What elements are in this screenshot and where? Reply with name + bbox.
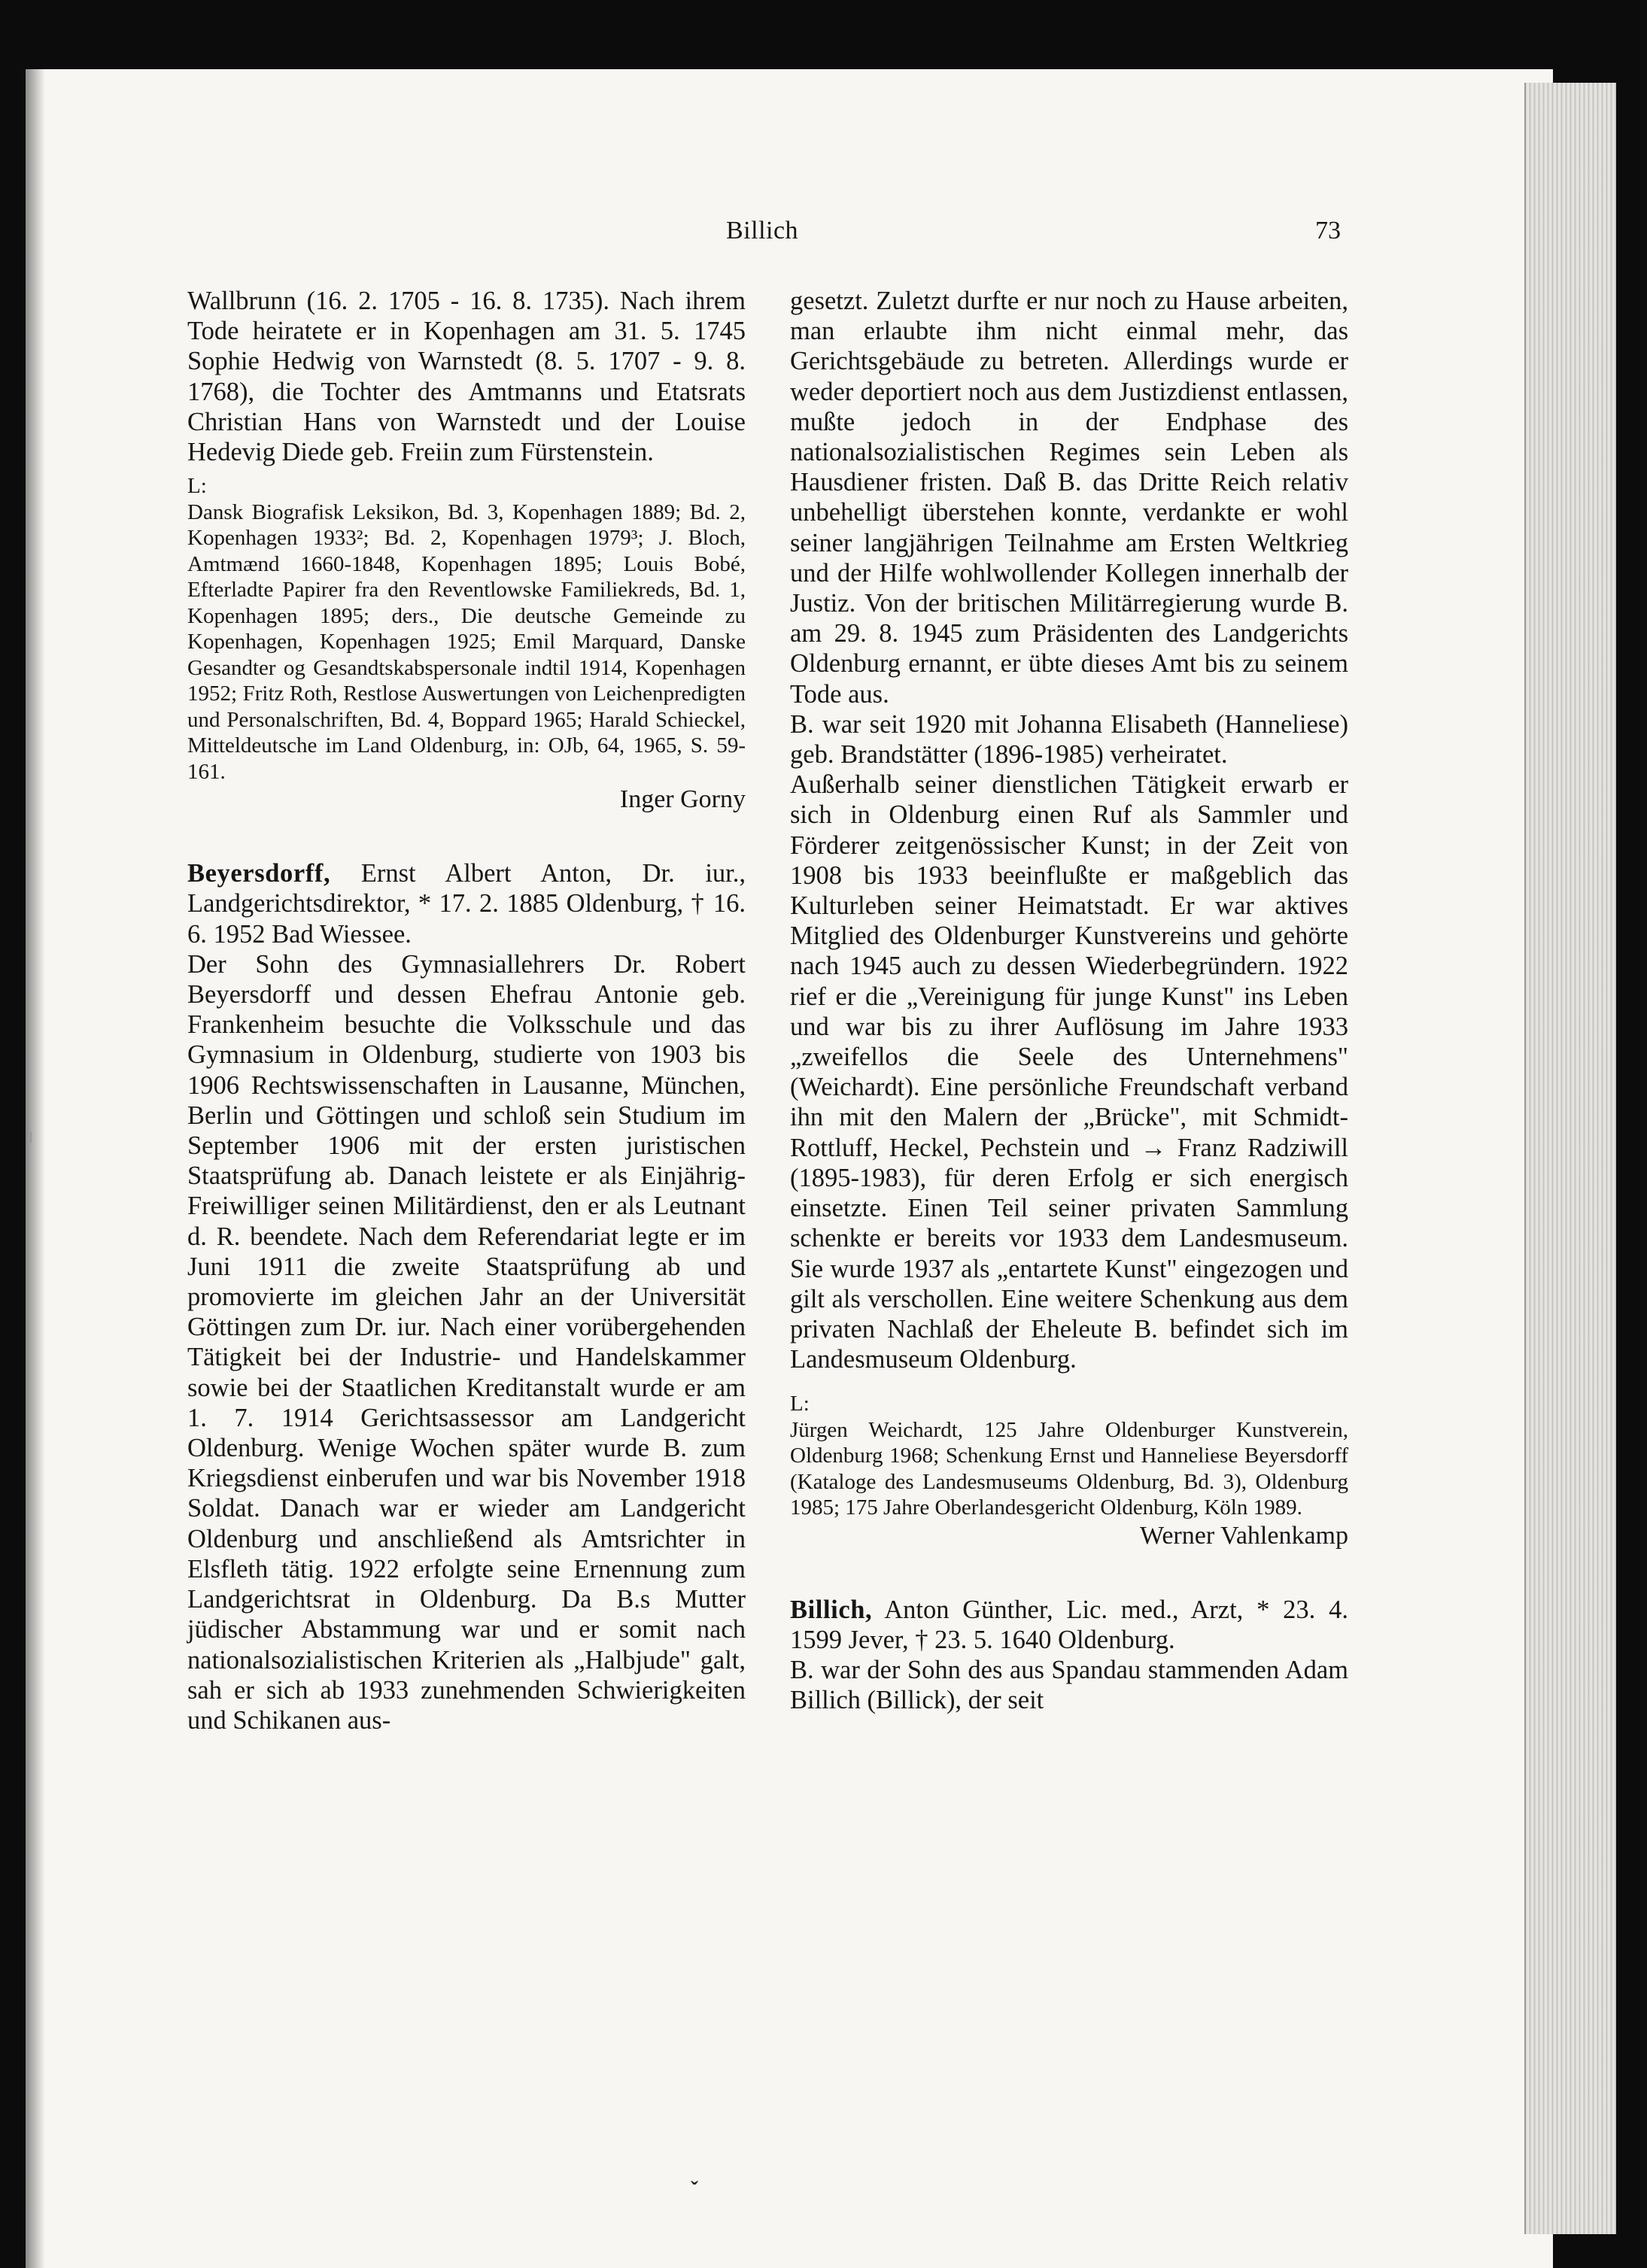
body-paragraph: B. war seit 1920 mit Johanna Elisabeth (Hanneliese) geb. Brandstätter (1896-1985) verheiratet. bbox=[790, 709, 1348, 770]
entry-heading bbox=[187, 858, 746, 949]
entry-heading bbox=[790, 1595, 1348, 1655]
literature-text: Dansk Biografisk Leksikon, Bd. 3, Kopenhagen 1889; Bd. 2, Kopenhagen 1933²; Bd. 2, Kopenhagen 1979³; J. Bloch, Amtmænd 1660-1848, Kopenhagen 1895; Louis Bobé, Efterladte Papirer fra den Reventlowske Familiekreds, Bd. 1, Kopenhagen 1895; ders., Die deutsche Gemeinde zu Kopenhagen, Kopenhagen 1925; Emil Marquard, Danske Gesandter og Gesandtskabspersonale indtil 1914, Kopenhagen 1952; Fritz Roth, Restlose Auswertungen von Leichenpredigten und Personalschriften, Bd. 4, Boppard 1965; Harald Schieckel, Mitteldeutsche im Land Oldenburg, in: OJb, 64, 1965, S. 59-161. bbox=[187, 499, 746, 784]
body-paragraph: Außerhalb seiner dienstlichen Tätigkeit erwarb er sich in Oldenburg einen Ruf als Sammler und Förderer zeitgenössischer Kunst; in der Zeit von 1908 bis 1933 beeinflußte er maßgeblich das Kulturleben seiner Heimatstadt. Er war aktives Mitglied des Oldenburger Kunstvereins und gehörte nach 1945 auch zu dessen Wiederbegründern. 1922 rief er die „Vereinigung für junge Kunst" ins Leben und war bis zu ihrer Auflösung im Jahre 1933 „zweifellos die Seele des Unternehmens" (Weichardt). Eine persönliche Freundschaft verband ihn mit den Malern der „Brücke", mit Schmidt-Rottluff, Heckel, Pechstein und → Franz Radziwill (1895-1983), für deren Erfolg er sich energisch einsetzte. Einen Teil seiner privaten Sammlung schenkte er bereits vor 1933 dem Landesmuseum. Sie wurde 1937 als „entartete Kunst" eingezogen und gilt als verschollen. Eine weitere Schenkung aus dem privaten Nachlaß der Eheleute B. befindet sich im Landesmuseum Oldenburg. bbox=[790, 770, 1348, 1374]
literature-text: Jürgen Weichardt, 125 Jahre Oldenburger Kunstverein, Oldenburg 1968; Schenkung Ernst und Hanneliese Beyersdorff (Kataloge des Landesmuseums Oldenburg, Bd. 3), Oldenburg 1985; 175 Jahre Oberlandesgericht Oldenburg, Köln 1989. bbox=[790, 1417, 1348, 1520]
book-gutter bbox=[26, 69, 45, 2268]
body-paragraph: gesetzt. Zuletzt durfte er nur noch zu Hause arbeiten, man erlaubte ihm nicht einmal mehr, das Gerichtsgebäude zu betreten. Allerdings wurde er weder deportiert noch aus dem Justizdienst entlassen, mußte jedoch in der Endphase des nationalsozialistischen Regimes sein Leben als Hausdiener fristen. Daß B. das Dritte Reich relativ unbehelligt überstehen konnte, verdankte er wohl seiner langjährigen Teilnahme am Ersten Weltkrieg und der Hilfe wohlwollender Kollegen innerhalb der Justiz. Von der britischen Militärregierung wurde B. am 29. 8. 1945 zum Präsidenten des Landgerichts Oldenburg ernannt, er übte dieses Amt bis zu seinem Tode aus. bbox=[790, 287, 1348, 709]
entry-body: Der Sohn des Gymnasiallehrers Dr. Robert Beyersdorff und dessen Ehefrau Antonie geb. Frankenheim besuchte die Volksschule und das Gymnasium in Oldenburg, studierte von 1903 bis 1906 Rechtswissenschaften in Lausanne, München, Berlin und Göttingen und schloß sein Studium im September 1906 mit der ersten juristischen Staatsprüfung ab. Danach leistete er als Einjährig-Freiwilliger seinen Militärdienst, den er als Leutnant d. R. beendete. Nach dem Referendariat legte er im Juni 1911 die zweite Staatsprüfung ab und promovierte im gleichen Jahr an der Universität Göttingen zum Dr. iur. Nach einer vorübergehenden Tätigkeit bei der Industrie- und Handelskammer sowie bei der Staatlichen Kreditanstalt wurde er am 1. 7. 1914 Gerichtsassessor am Landgericht Oldenburg. Wenige Wochen später wurde B. zum Kriegsdienst einberufen und war bis November 1918 Soldat. Danach war er wieder am Landgericht Oldenburg und anschließend als Amtsrichter in Elsfleth tätig. 1922 erfolgte seine Ernennung zum Landgerichtsrat in Oldenburg. Da B.s Mutter jüdischer Abstammung war und er somit nach nationalsozialistischen Kriterien als „Halbjude" galt, sah er sich ab 1933 zunehmenden Schwierigkeiten und Schikanen aus- bbox=[187, 949, 746, 1735]
author-signature: Inger Gorny bbox=[619, 785, 746, 814]
scan-mark bbox=[30, 1132, 32, 1143]
literature-block bbox=[187, 473, 746, 785]
page-number: 73 bbox=[1315, 217, 1341, 244]
entry-name: Beyersdorff, bbox=[187, 859, 331, 888]
author-signature: Werner Vahlenkamp bbox=[1139, 1521, 1348, 1550]
biography-entry bbox=[790, 1595, 1348, 1716]
page-marker: ˇ bbox=[691, 2177, 698, 2202]
literature-label: L: bbox=[790, 1392, 810, 1416]
entry-name: Billich, bbox=[790, 1595, 873, 1624]
entry-body: B. war der Sohn des aus Spandau stammenden Adam Billich (Billick), der seit bbox=[790, 1656, 1348, 1715]
right-column bbox=[790, 286, 1348, 1716]
continuation-paragraph: Wallbrunn (16. 2. 1705 - 16. 8. 1735). Nach ihrem Tode heiratete er in Kopenhagen am 31. 5. 1745 Sophie Hedwig von Warnstedt (8. 5. 1707 - 9. 8. 1768), die Tochter des Amtmanns und Etatsrats Christian Hans von Warnstedt und der Louise Hedevig Diede geb. Freiin zum Fürstenstein. bbox=[187, 287, 746, 467]
biography-entry bbox=[187, 858, 746, 1735]
page-edges bbox=[1524, 83, 1616, 2234]
entry-heading-text: Ernst Albert Anton, Dr. iur., Landgerichtsdirektor, * 17. 2. 1885 Oldenburg, † 16. 6. 1952 Bad Wiessee. bbox=[187, 859, 746, 949]
literature-label: L: bbox=[187, 474, 207, 499]
literature-block bbox=[790, 1391, 1348, 1521]
running-header: Billich bbox=[726, 217, 799, 244]
left-column bbox=[187, 286, 746, 1735]
entry-heading-text: Anton Günther, Lic. med., Arzt, * 23. 4. 1599 Jever, † 23. 5. 1640 Oldenburg. bbox=[790, 1595, 1348, 1655]
